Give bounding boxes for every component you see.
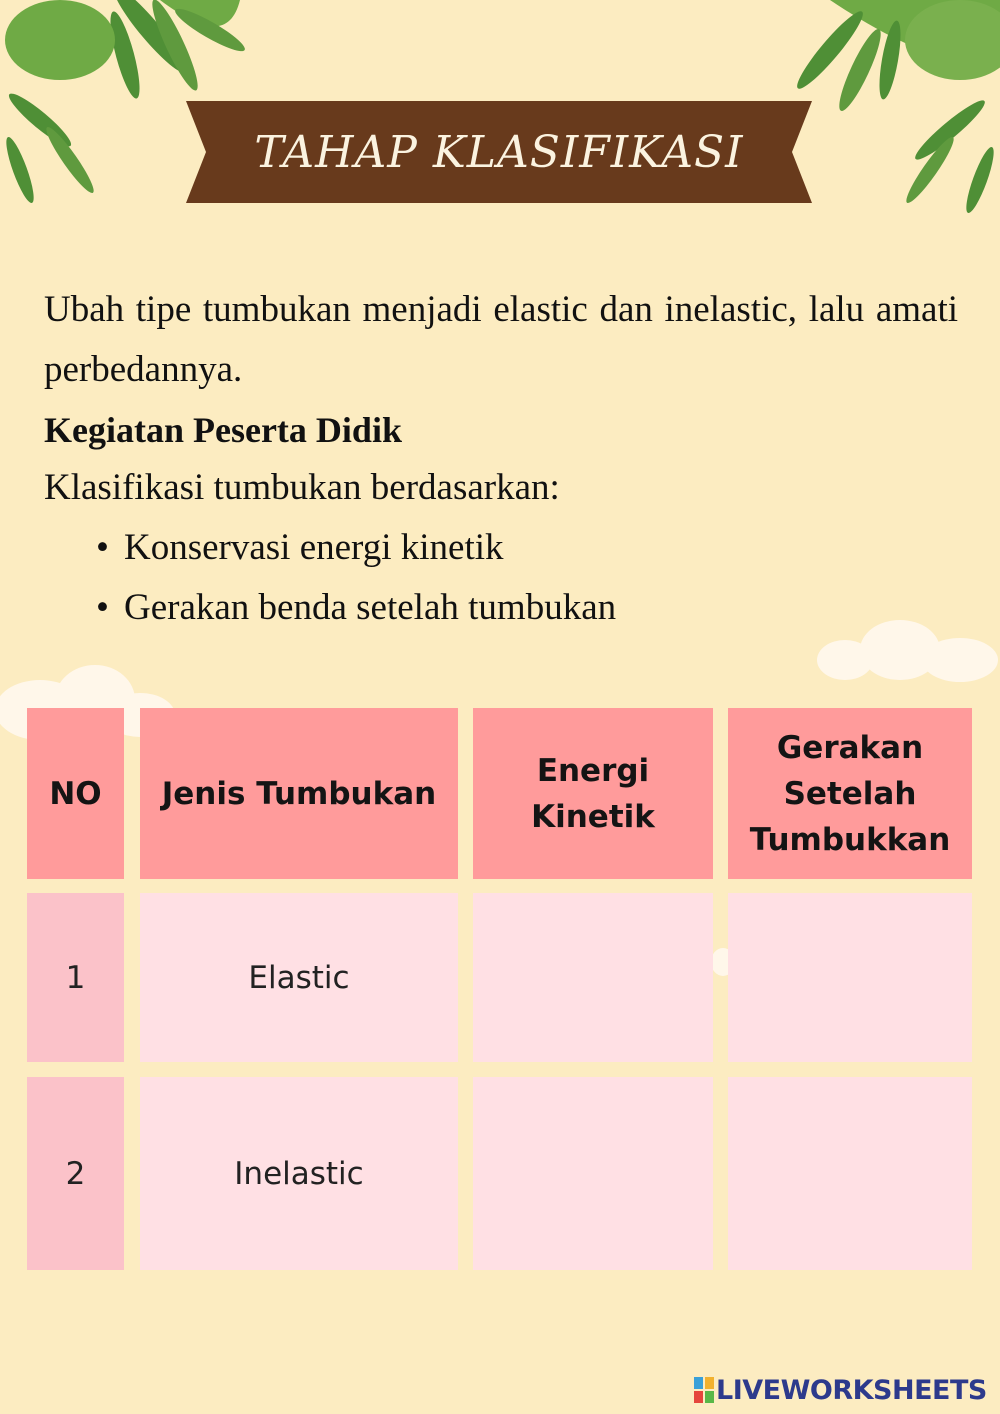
header-jenis-tumbukan: Jenis Tumbukan	[140, 708, 458, 879]
liveworksheets-logo-icon	[694, 1377, 714, 1403]
table-cell-no: 2	[27, 1077, 124, 1270]
lead-text: Klasifikasi tumbukan berdasarkan:	[44, 467, 560, 508]
header-energi-kinetik: Energi Kinetik	[473, 708, 713, 879]
instructions	[44, 280, 958, 638]
energi-kinetik-answer-field[interactable]	[473, 1077, 713, 1270]
gerakan-answer-field[interactable]	[728, 1077, 972, 1270]
title-banner	[186, 101, 812, 203]
brand-name: LIVEWORKSHEETS	[716, 1374, 987, 1406]
list-item-text: Konservasi energi kinetik	[124, 527, 504, 568]
bullet-icon: •	[96, 527, 109, 568]
bullet-icon: •	[96, 587, 109, 628]
header-no: NO	[27, 708, 124, 879]
list-item	[96, 578, 958, 638]
table-cell-jenis: Elastic	[140, 893, 458, 1062]
list-item	[96, 518, 958, 578]
liveworksheets-brand	[694, 1373, 987, 1407]
criteria-list	[44, 518, 958, 638]
gerakan-answer-field[interactable]	[728, 893, 972, 1062]
table-cell-no: 1	[27, 893, 124, 1062]
table-cell-jenis: Inelastic	[140, 1077, 458, 1270]
energi-kinetik-answer-field[interactable]	[473, 893, 713, 1062]
header-gerakan: Gerakan Setelah Tumbukkan	[728, 708, 972, 879]
list-item-text: Gerakan benda setelah tumbukan	[124, 587, 617, 628]
page-title: TAHAP KLASIFIKASI	[254, 126, 744, 178]
intro-text: Ubah tipe tumbukan menjadi elastic dan inelastic, lalu amati perbedannya.	[44, 289, 958, 390]
section-heading: Kegiatan Peserta Didik	[44, 410, 402, 450]
